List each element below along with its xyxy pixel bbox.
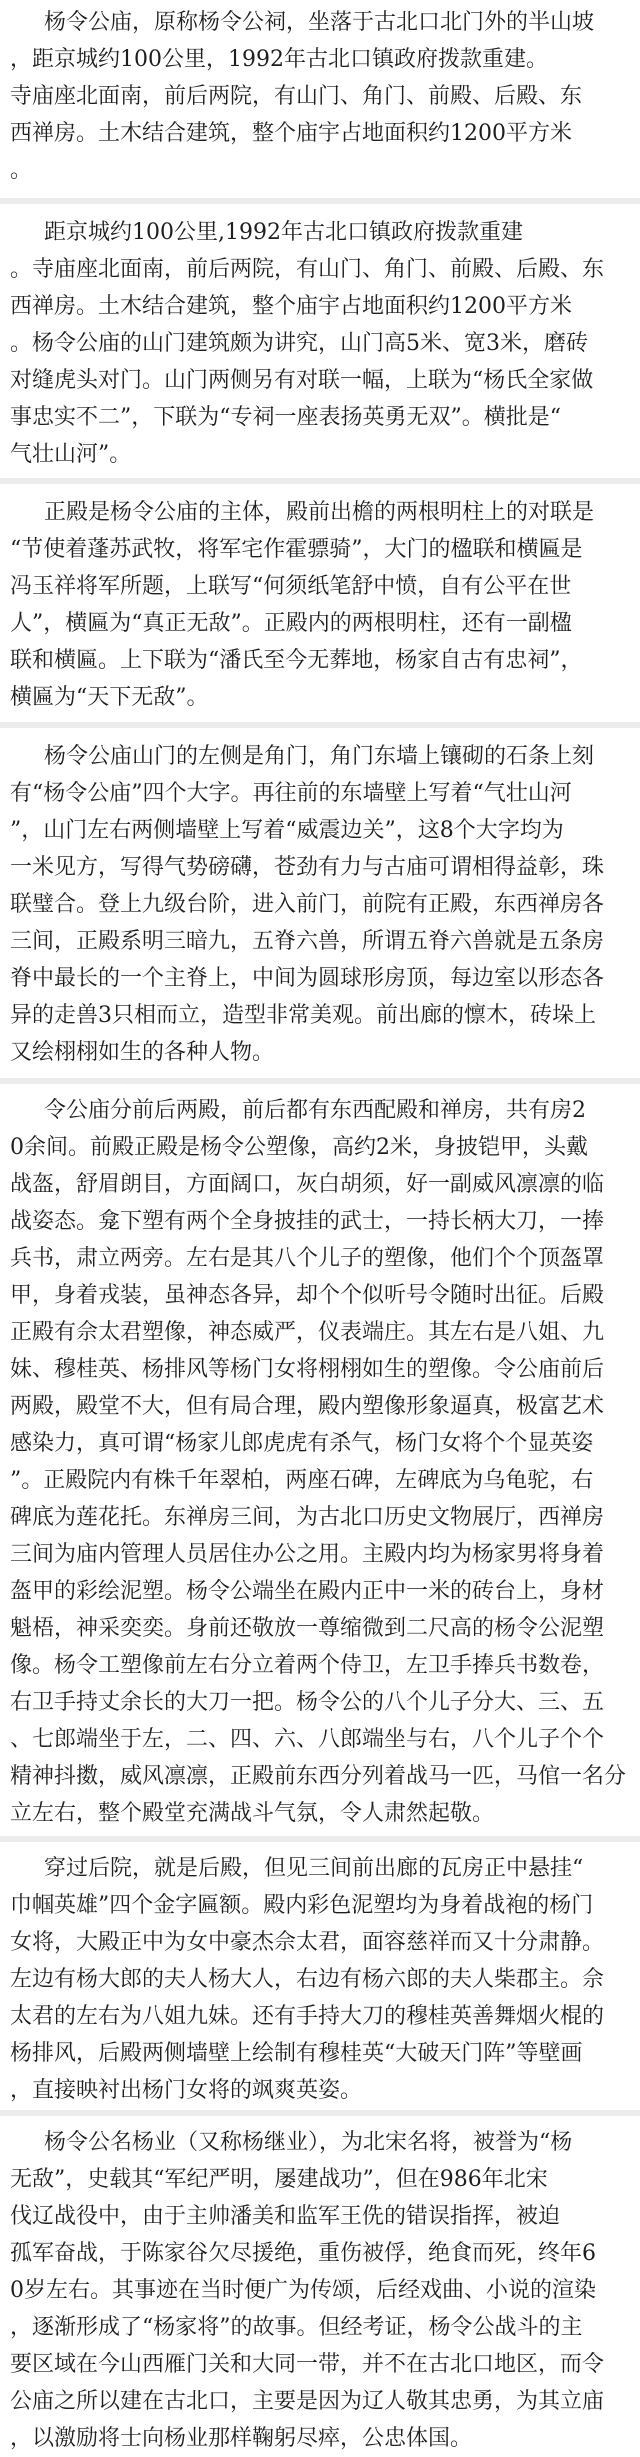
text-line: 妹、穆桂英、杨排风等杨门女将栩栩如生的塑像。令公庙前后 xyxy=(10,1357,605,1382)
text-line: 杨令公庙山门的左侧是角门，角门东墙上镶砌的石条上刻 xyxy=(44,744,595,769)
text-line: 对缝虎头对门。山门两侧另有对联一幅，上联为“杨氏全家做 xyxy=(10,368,594,393)
text-line: 穿过后院，就是后殿，但见三间前出廊的瓦房正中悬挂“ xyxy=(44,1856,584,1881)
text-line: 盔甲的彩绘泥塑。杨令公端坐在殿内正中一米的砖台上，身材 xyxy=(10,1579,605,1604)
text-line: 公庙之所以建在古北口，主要是因为辽人敬其忠勇，为其立庙 xyxy=(10,2389,605,2414)
text-line: 正殿有佘太君塑像，神态威严，仪表端庄。其左右是八姐、九 xyxy=(10,1320,605,1345)
paragraph-3 xyxy=(0,494,640,716)
text-line: 两殿，殿堂不大，但有局合理，殿内塑像形象逼真，极富艺术 xyxy=(10,1394,605,1419)
text-line: 左边有杨大郎的夫人杨大人，右边有杨六郎的夫人柴郡主。佘 xyxy=(10,1967,605,1992)
text-line: 联和横匾。上下联为“潘氏至今无葬地，杨家自古有忠祠”， xyxy=(10,648,583,673)
text-line: 正殿是杨令公庙的主体，殿前出檐的两根明柱上的对联是 xyxy=(44,500,595,525)
text-line: 杨令公名杨业（又称杨继业），为北宋名将，被誉为“杨 xyxy=(44,2130,573,2155)
text-line: ，直接映衬出杨门女将的飒爽英姿。 xyxy=(10,2078,363,2103)
text-line: 有“杨令公庙”四个大字。再往前的东墙壁上写着“气壮山河 xyxy=(10,781,572,806)
text-line: 联璧合。登上九级台阶，进入前门，前院有正殿，东西禅房各 xyxy=(10,892,605,917)
text-line: 精神抖擞，威风凛凛，正殿前东西分列着战马一匹，马倌一名分 xyxy=(10,1764,627,1789)
text-line: 。杨令公庙的山门建筑颇为讲究，山门高5米、宽3米，磨砖 xyxy=(10,331,588,356)
text-line: 立左右，整个殿堂充满战斗气氛，令人肃然起敬。 xyxy=(10,1801,495,1826)
text-line: 距京城约100公里,1992年古北口镇政府拨款重建 xyxy=(44,220,523,245)
text-line: 异的走兽3只相而立，造型非常美观。前出廊的懔木，砖垛上 xyxy=(10,1003,596,1028)
text-line: ”。正殿院内有株千年翠柏，两座石碑，左碑底为乌龟驼，右 xyxy=(10,1468,594,1493)
text-line: 甲，身着戎装，虽神态各异，却个个似听号令随时出征。后殿 xyxy=(10,1283,605,1308)
text-line: 人”，横匾为“真正无敌”。正殿内的两根明柱，还有一副楹 xyxy=(10,611,572,636)
text-line: 女将，大殿正中为女中豪杰佘太君，面容慈祥而又十分肃静。 xyxy=(10,1930,605,1955)
text-line: 右卫手持丈余长的大刀一把。杨令公的八个儿子分大、三、五 xyxy=(10,1690,605,1715)
text-line: 脊中最长的一个主脊上，中间为圆球形房顶，每边室以形态各 xyxy=(10,966,605,991)
paragraph-5 xyxy=(0,1092,640,1832)
text-line: 要区域在今山西雁门关和大同一带，并不在古北口地区，而令 xyxy=(10,2352,605,2377)
divider xyxy=(0,1078,640,1084)
text-line: 兵书，肃立两旁。左右是其八个儿子的塑像，他们个个顶盔罩 xyxy=(10,1246,605,1271)
paragraph-2 xyxy=(0,214,640,473)
divider xyxy=(0,1836,640,1842)
text-line: 三间为庙内管理人员居住办公之用。主殿内均为杨家男将身着 xyxy=(10,1542,605,1567)
text-line: 又绘栩栩如生的各种人物。 xyxy=(10,1040,275,1065)
text-line: 战姿态。龛下塑有两个全身披挂的武士，一持长柄大刀，一捧 xyxy=(10,1209,605,1234)
text-line: 气壮山河”。 xyxy=(10,442,132,467)
text-line: 0岁左右。其事迹在当时便广为传颂，后经戏曲、小说的渲染 xyxy=(10,2278,596,2303)
text-line: 0余间。前殿正殿是杨令公塑像，高约2米，身披铠甲，头戴 xyxy=(10,1135,588,1160)
text-line: 寺庙座北面南，前后两院，有山门、角门、前殿、后殿、东 xyxy=(10,84,583,109)
text-line: 巾帼英雄”四个金字匾额。殿内彩色泥塑均为身着战袍的杨门 xyxy=(10,1893,594,1918)
divider xyxy=(0,198,640,204)
paragraph-6 xyxy=(0,1850,640,2109)
divider xyxy=(0,722,640,728)
divider xyxy=(0,478,640,484)
text-line: 、七郎端坐于左，二、四、六、八郎端坐与右，八个儿子个个 xyxy=(10,1727,605,1752)
text-line: ，逐渐形成了“杨家将”的故事。但经考证，杨令公战斗的主 xyxy=(10,2315,583,2340)
text-line: 一米见方，写得气势磅礴，苍劲有力与古庙可谓相得益彰，珠 xyxy=(10,855,605,880)
text-line: 碑底为莲花托。东禅房三间，为古北口历史文物展厅，西禅房 xyxy=(10,1505,605,1530)
paragraph-4 xyxy=(0,738,640,1071)
text-line: 三间，正殿系明三暗九，五脊六兽，所谓五脊六兽就是五条房 xyxy=(10,929,605,954)
text-line: 孤军奋战，于陈家谷欠尽援绝，重伤被俘，绝食而死，终年6 xyxy=(10,2241,596,2266)
text-line: 令公庙分前后两殿，前后都有东西配殿和禅房，共有房2 xyxy=(44,1098,586,1123)
text-line: 冯玉祥将军所题，上联写“何须纸笔舒中愤，自有公平在世 xyxy=(10,574,572,599)
text-line: 像。杨令工塑像前左右分立着两个侍卫，左卫手捧兵书数卷， xyxy=(10,1653,605,1678)
paragraph-7 xyxy=(0,2124,640,2457)
text-line: 横匾为“天下无敌”。 xyxy=(10,685,209,710)
text-line: 杨令公庙，原称杨令公祠，坐落于古北口北门外的半山坡 xyxy=(44,10,595,35)
text-line: 西禅房。土木结合建筑，整个庙宇占地面积约1200平方米 xyxy=(10,294,572,319)
text-line: ，距京城约100公里，1992年古北口镇政府拨款重建。 xyxy=(10,47,548,72)
text-line: 无敌”，史载其“军纪严明，屡建战功”，但在986年北宋 xyxy=(10,2167,548,2192)
text-line: 太君的左右为八姐九妹。还有手持大刀的穆桂英善舞烟火棍的 xyxy=(10,2004,605,2029)
text-line: 事忠实不二”，下联为“专祠一座表扬英勇无双”。横批是“ xyxy=(10,405,561,430)
divider xyxy=(0,2110,640,2116)
text-line: 感染力，真可谓“杨家儿郎虎虎有杀气，杨门女将个个显英姿 xyxy=(10,1431,594,1456)
text-line: 伐辽战役中，由于主帅潘美和监军王侁的错误指挥，被迫 xyxy=(10,2204,561,2229)
text-line: 杨排风，后殿两侧墙壁上绘制有穆桂英“大破天门阵”等壁画 xyxy=(10,2041,583,2066)
text-line: “节使着蓬苏武牧，将军宅作霍骠骑”，大门的楹联和横匾是 xyxy=(10,537,583,562)
text-line: 魁梧，神采奕奕。身前还敬放一尊缩微到二尺高的杨令公泥塑 xyxy=(10,1616,605,1641)
text-line: 西禅房。土木结合建筑，整个庙宇占地面积约1200平方米 xyxy=(10,121,572,146)
text-line: 战盔，舒眉朗目，方面阔口，灰白胡须，好一副威风凛凛的临 xyxy=(10,1172,605,1197)
paragraph-1 xyxy=(0,4,640,189)
text-line: ，以激励将士向杨业那样鞠躬尽瘁，公忠体国。 xyxy=(10,2426,473,2451)
text-line: ”，山门左右两侧墙壁上写着“威震边关”，这8个大字均为 xyxy=(10,818,564,843)
text-line: 。 xyxy=(10,158,33,183)
text-line: 。寺庙座北面南，前后两院，有山门、角门、前殿、后殿、东 xyxy=(10,257,605,282)
